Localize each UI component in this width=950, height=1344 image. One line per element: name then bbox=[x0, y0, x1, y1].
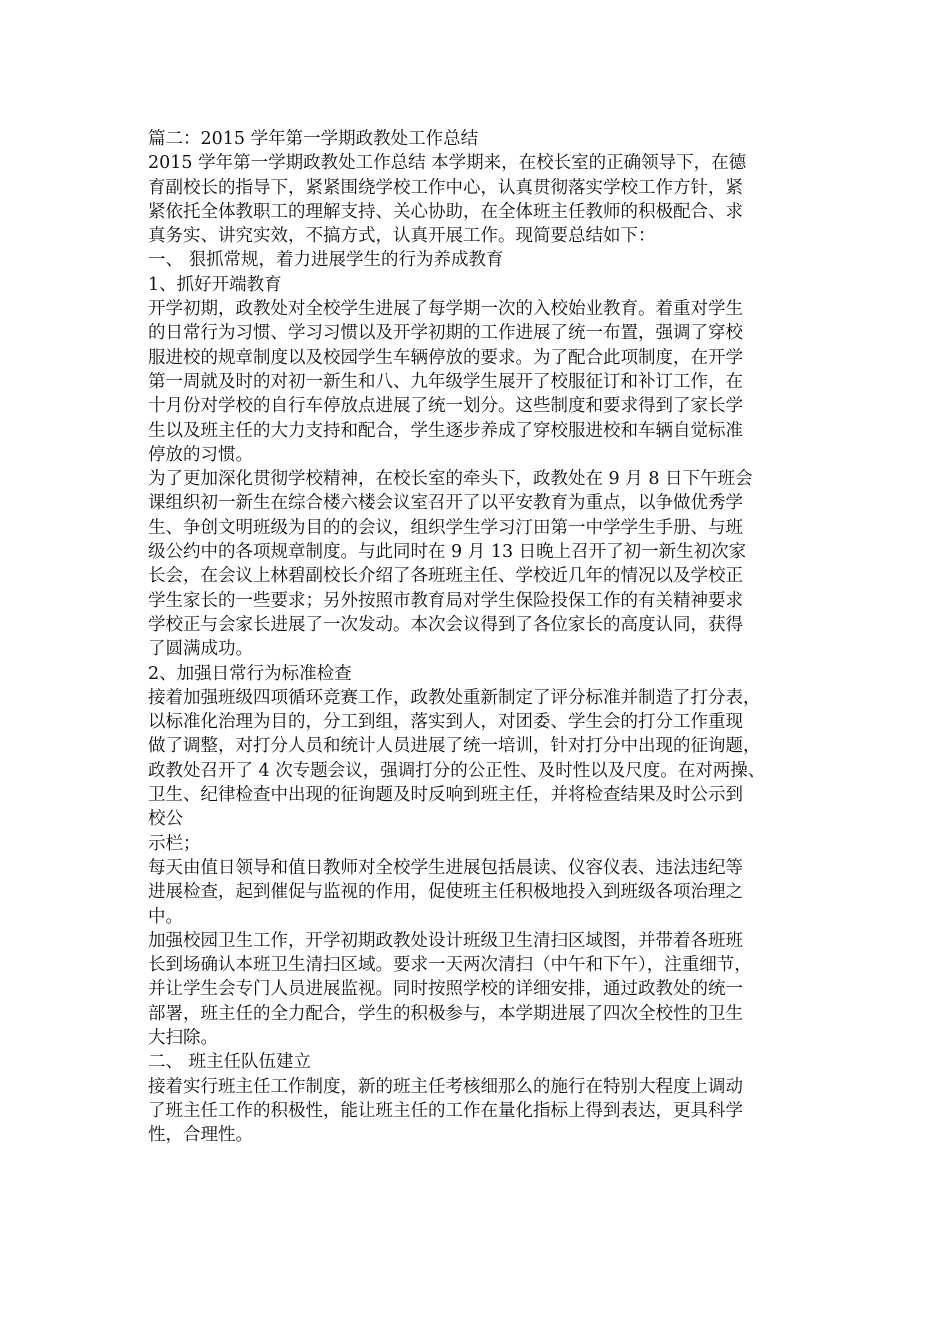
text-line: 育副校长的指导下，紧紧围绕学校工作中心，认真贯彻落实学校工作方针，紧 bbox=[148, 177, 743, 198]
text-line: 大扫除。 bbox=[148, 1027, 218, 1048]
text-line: 示栏； bbox=[148, 833, 201, 854]
text-line: 进展检查，起到催促与监视的作用，促使班主任积极地投入到班级各项治理之 bbox=[148, 882, 743, 903]
text-line: 学校正与会家长进展了一次发动。本次会议得到了各位家长的高度认同，获得 bbox=[148, 614, 743, 635]
text-line: 学生家长的一些要求；另外按照市教育局对学生保险投保工作的有关精神要求 bbox=[148, 590, 743, 611]
text-line: 的日常行为习惯、学习习惯以及开学初期的工作进展了统一布置，强调了穿校 bbox=[148, 323, 743, 344]
text-line: 服进校的规章制度以及校园学生车辆停放的要求。为了配合此项制度，在开学 bbox=[148, 347, 743, 368]
text-line: 了圆满成功。 bbox=[148, 639, 253, 660]
text-line: 每天由值日领导和值日教师对全校学生进展包括晨读、仪容仪表、违法违纪等 bbox=[148, 857, 743, 878]
text-line: 了班主任工作的积极性，能让班主任的工作在量化指标上得到表达，更具科学 bbox=[148, 1100, 743, 1121]
text-line: 中。 bbox=[148, 906, 183, 927]
text-line: 十月份对学校的自行车停放点进展了统一划分。这些制度和要求得到了家长学 bbox=[148, 396, 743, 417]
text-line: 加强校园卫生工作，开学初期政教处设计班级卫生清扫区域图，并带着各班班 bbox=[148, 930, 743, 951]
text-line: 停放的习惯。 bbox=[148, 444, 253, 465]
text-line: 长会，在会议上林碧副校长介绍了各班班主任、学校近几年的情况以及学校正 bbox=[148, 566, 743, 587]
text-line: 并让学生会专门人员进展监视。同时按照学校的详细安排，通过政教处的统一 bbox=[148, 979, 743, 1000]
text-line: 接着加强班级四项循环竞赛工作，政教处重新制定了评分标准并制造了打分表， bbox=[148, 687, 761, 708]
text-line: 以标准化治理为目的，分工到组，落实到人，对团委、学生会的打分工作重现 bbox=[148, 712, 743, 733]
text-line: 二、 班主任队伍建立 bbox=[148, 1052, 312, 1073]
text-line: 2015 学年第一学期政教处工作总结 本学期来，在校长室的正确领导下，在德 bbox=[148, 153, 747, 174]
text-line: 长到场确认本班卫生清扫区域。要求一天两次清扫（中午和下午），注重细节， bbox=[148, 955, 752, 976]
text-line: 1、抓好开端教育 bbox=[148, 274, 282, 295]
text-line: 级公约中的各项规章制度。与此同时在 9 月 13 日晚上召开了初一新生初次家 bbox=[148, 542, 747, 563]
text-line: 为了更加深化贯彻学校精神，在校长室的牵头下，政教处在 9 月 8 日下午班会 bbox=[148, 469, 753, 490]
text-line: 接着实行班主任工作制度，新的班主任考核细那么的施行在特别大程度上调动 bbox=[148, 1076, 743, 1097]
text-line: 校公 bbox=[148, 809, 183, 830]
text-line: 性，合理性。 bbox=[148, 1125, 253, 1146]
text-line: 卫生、纪律检查中出现的征询题及时反响到班主任，并将检查结果及时公示到 bbox=[148, 785, 743, 806]
text-line: 生、争创文明班级为目的的会议，组织学生学习汀田第一中学学生手册、与班 bbox=[148, 517, 743, 538]
document-body bbox=[148, 127, 808, 1147]
text-line: 真务实、讲究实效，不搞方式，认真开展工作。现简要总结如下： bbox=[148, 226, 656, 247]
text-line: 紧依托全体教职工的理解支持、关心协助，在全体班主任教师的积极配合、求 bbox=[148, 201, 743, 222]
text-line: 2、加强日常行为标准检查 bbox=[148, 663, 352, 684]
text-line: 开学初期，政教处对全校学生进展了每学期一次的入校始业教育。着重对学生 bbox=[148, 299, 743, 320]
text-line: 生以及班主任的大力支持和配合，学生逐步养成了穿校服进校和车辆自觉标准 bbox=[148, 420, 743, 441]
text-line: 做了调整，对打分人员和统计人员进展了统一培训，针对打分中出现的征询题， bbox=[148, 736, 761, 757]
text-line: 第一周就及时的对初一新生和八、九年级学生展开了校服征订和补订工作，在 bbox=[148, 371, 743, 392]
document-title: 篇二：2015 学年第一学期政教处工作总结 bbox=[148, 129, 479, 149]
text-line: 部署，班主任的全力配合，学生的积极参与，本学期进展了四次全校性的卫生 bbox=[148, 1003, 743, 1024]
text-line: 课组织初一新生在综合楼六楼会议室召开了以平安教育为重点，以争做优秀学 bbox=[148, 493, 743, 514]
text-line: 政教处召开了 4 次专题会议，强调打分的公正性、及时性以及尺度。在对两操、 bbox=[148, 760, 766, 781]
text-line: 一、 狠抓常规，着力进展学生的行为养成教育 bbox=[148, 250, 504, 271]
